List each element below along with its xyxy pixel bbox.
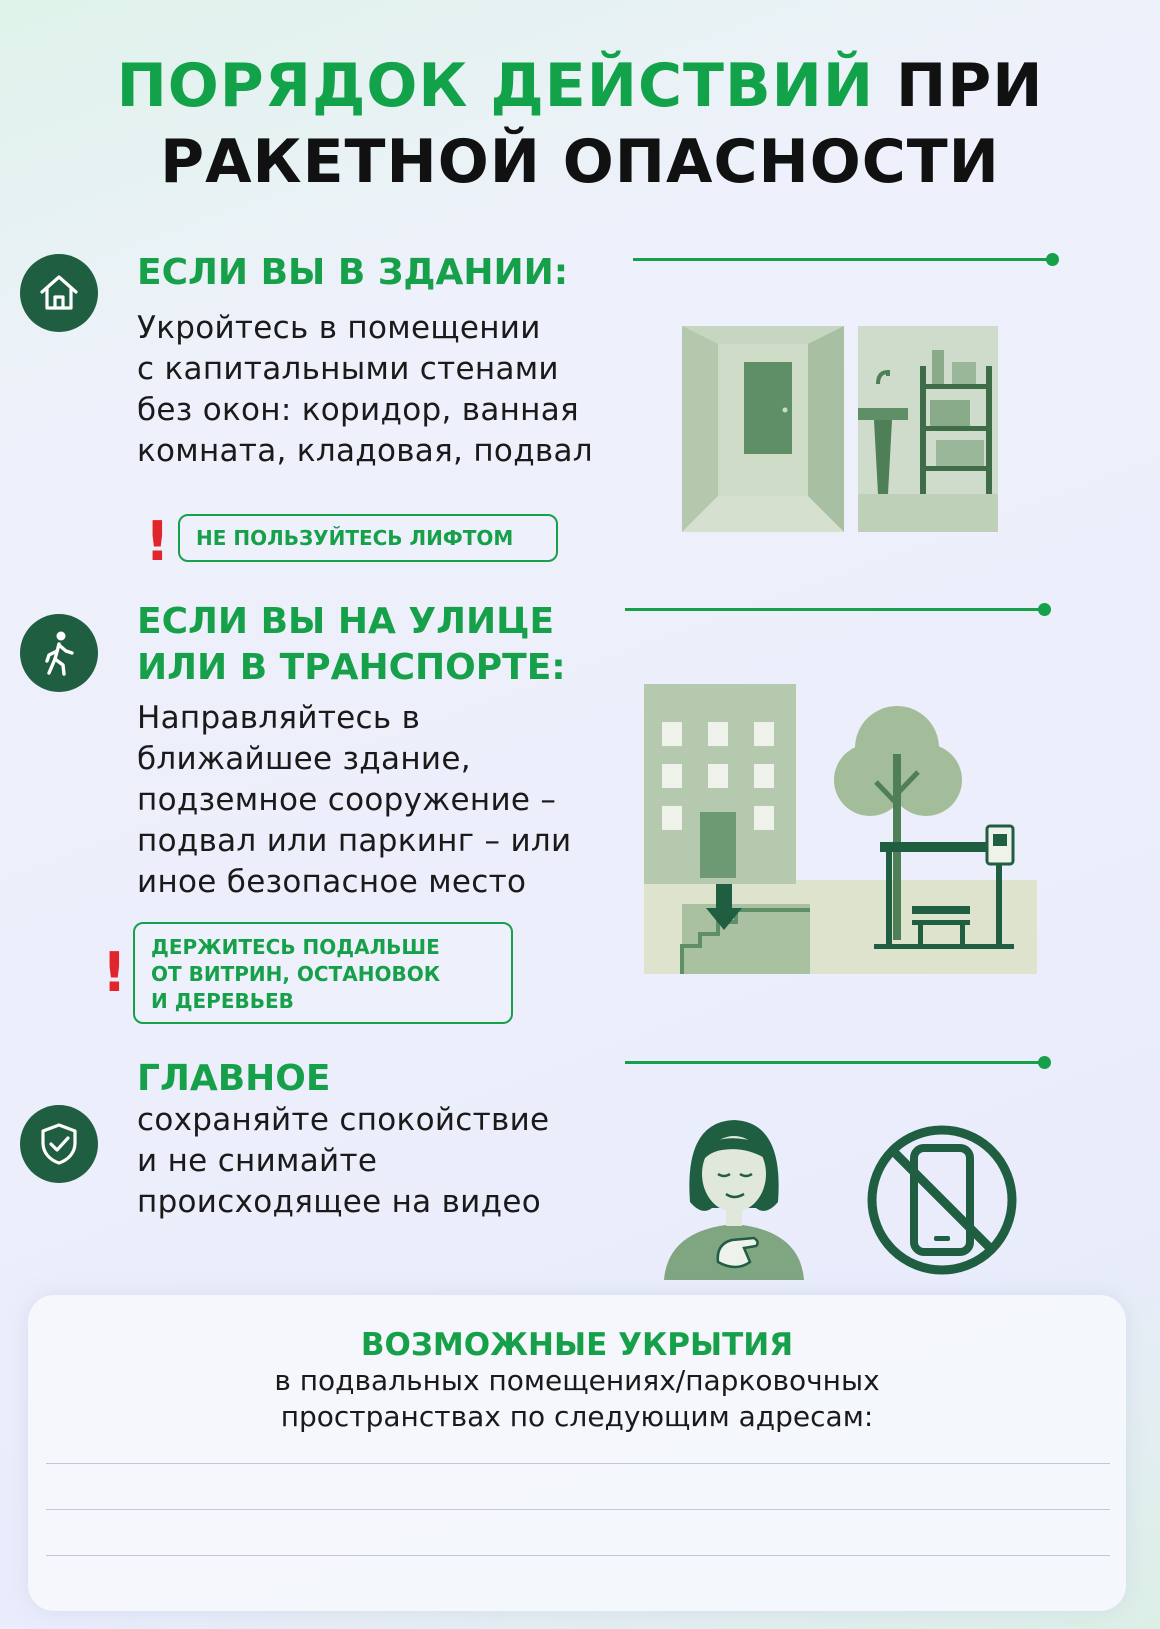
note-text: НЕ ПОЛЬЗУЙТЕСЬ ЛИФТОМ [196, 526, 514, 550]
note-text: ОТ ВИТРИН, ОСТАНОВОК [151, 962, 441, 986]
text-line: сохраняйте спокойствие [137, 1102, 550, 1138]
text-line: и не снимайте [137, 1143, 378, 1179]
shield-check-icon [20, 1105, 98, 1183]
note-text: И ДЕРЕВЬЕВ [151, 989, 294, 1013]
text-line: происходящее на видео [137, 1184, 542, 1220]
corridor-illustration [682, 326, 844, 532]
section-main-divider [625, 1061, 1045, 1064]
house-icon [20, 254, 98, 332]
text-line: Направляйтесь в [137, 700, 421, 736]
address-line-2[interactable] [46, 1509, 1110, 1510]
title-green-part: ПОРЯДОК ДЕЙСТВИЙ [116, 51, 875, 121]
section-building-heading: ЕСЛИ ВЫ В ЗДАНИИ: [137, 252, 569, 293]
no-phone-icon [864, 1120, 1020, 1280]
title-black-part: ПРИ [896, 51, 1044, 121]
street-shelter-illustration [644, 684, 1037, 974]
section-building-divider [633, 258, 1053, 261]
section-street-text [137, 698, 637, 903]
section-main-heading: ГЛАВНОЕ [137, 1058, 331, 1099]
address-line-3[interactable] [46, 1555, 1110, 1556]
heading-line: ЕСЛИ ВЫ НА УЛИЦЕ [137, 601, 555, 642]
shelters-subtitle [28, 1363, 1126, 1435]
section-building-text [137, 308, 657, 472]
warning-exclamation-icon: ! [145, 510, 170, 573]
calm-woman-illustration [660, 1112, 808, 1280]
text-line: без окон: коридор, ванная [137, 392, 579, 428]
note-no-elevator [178, 514, 558, 562]
page-title [0, 48, 1160, 200]
shelters-title: ВОЗМОЖНЫЕ УКРЫТИЯ [360, 1327, 794, 1363]
text-line: подвал или паркинг – или [137, 823, 572, 859]
section-main-text [137, 1100, 637, 1223]
text-line: Укройтесь в помещении [137, 310, 541, 346]
address-line-1[interactable] [46, 1463, 1110, 1464]
note-keep-away [133, 922, 513, 1024]
heading-line: ИЛИ В ТРАНСПОРТЕ: [137, 647, 566, 688]
text-line: с капитальными стенами [137, 351, 559, 387]
text-line: иное безопасное место [137, 864, 527, 900]
subtitle-line: пространствах по следующим адресам: [280, 1400, 874, 1433]
walking-person-icon [20, 614, 98, 692]
section-street-divider [625, 608, 1045, 611]
title-line-2: РАКЕТНОЙ ОПАСНОСТИ [160, 127, 1000, 197]
section-street-heading [137, 599, 566, 691]
warning-exclamation-icon: ! [102, 941, 127, 1004]
subtitle-line: в подвальных помещениях/парковочных [274, 1364, 880, 1397]
note-text: ДЕРЖИТЕСЬ ПОДАЛЬШЕ [151, 935, 440, 959]
bathroom-pantry-illustration [858, 326, 998, 532]
text-line: комната, кладовая, подвал [137, 433, 593, 469]
text-line: ближайшее здание, [137, 741, 471, 777]
shelters-card [28, 1295, 1126, 1611]
text-line: подземное сооружение – [137, 782, 557, 818]
